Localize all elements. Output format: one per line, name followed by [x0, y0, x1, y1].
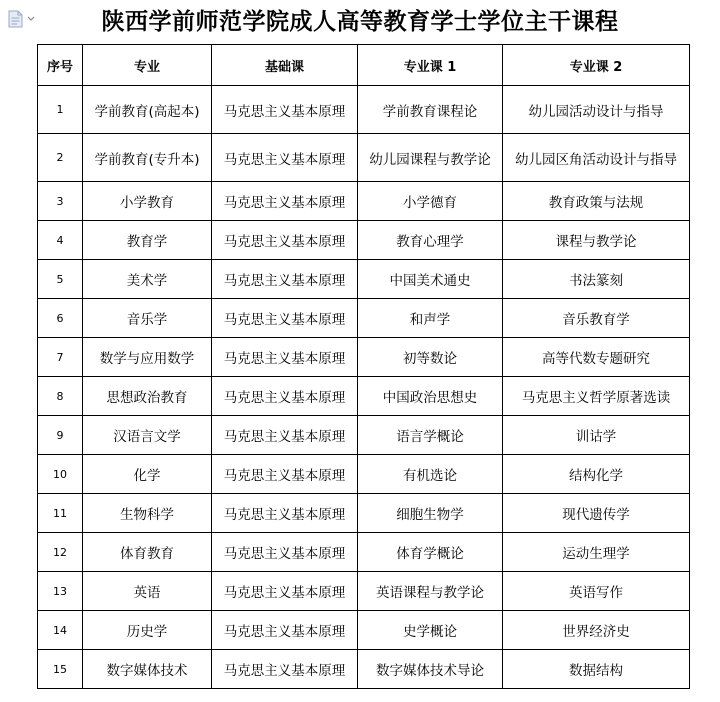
- cell-basic-course: 马克思主义基本原理: [212, 134, 358, 182]
- cell-basic-course: 马克思主义基本原理: [212, 377, 358, 416]
- table-header-row: [38, 45, 690, 86]
- table-row: [38, 572, 690, 611]
- table-row: [38, 650, 690, 689]
- cell-major-course-1: 学前教育课程论: [358, 86, 503, 134]
- cell-index: 13: [38, 572, 83, 611]
- cell-major-course-1: 数字媒体技术导论: [358, 650, 503, 689]
- cell-index: 8: [38, 377, 83, 416]
- cell-index: 6: [38, 299, 83, 338]
- cell-major-course-2: 训诂学: [503, 416, 690, 455]
- cell-major-course-2: 马克思主义哲学原著选读: [503, 377, 690, 416]
- cell-index: 7: [38, 338, 83, 377]
- cell-major: 思想政治教育: [83, 377, 212, 416]
- header-major-course-1: 专业课 1: [358, 45, 503, 86]
- cell-basic-course: 马克思主义基本原理: [212, 221, 358, 260]
- cell-index: 14: [38, 611, 83, 650]
- cell-major-course-1: 细胞生物学: [358, 494, 503, 533]
- cell-basic-course: 马克思主义基本原理: [212, 455, 358, 494]
- table-row: [38, 86, 690, 134]
- cell-major: 英语: [83, 572, 212, 611]
- cell-basic-course: 马克思主义基本原理: [212, 494, 358, 533]
- table-row: [38, 416, 690, 455]
- cell-major-course-2: 现代遗传学: [503, 494, 690, 533]
- cell-major: 美术学: [83, 260, 212, 299]
- cell-index: 15: [38, 650, 83, 689]
- cell-major-course-2: 数据结构: [503, 650, 690, 689]
- cell-major-course-2: 高等代数专题研究: [503, 338, 690, 377]
- cell-index: 1: [38, 86, 83, 134]
- header-major-course-2: 专业课 2: [503, 45, 690, 86]
- cell-major-course-1: 有机选论: [358, 455, 503, 494]
- cell-major-course-1: 中国政治思想史: [358, 377, 503, 416]
- cell-index: 4: [38, 221, 83, 260]
- table-row: [38, 260, 690, 299]
- cell-basic-course: 马克思主义基本原理: [212, 338, 358, 377]
- cell-major-course-2: 结构化学: [503, 455, 690, 494]
- cell-major: 音乐学: [83, 299, 212, 338]
- cell-major-course-1: 体育学概论: [358, 533, 503, 572]
- cell-index: 5: [38, 260, 83, 299]
- cell-major: 学前教育(高起本): [83, 86, 212, 134]
- cell-major-course-2: 英语写作: [503, 572, 690, 611]
- cell-major-course-1: 小学德育: [358, 182, 503, 221]
- cell-index: 3: [38, 182, 83, 221]
- cell-major-course-1: 中国美术通史: [358, 260, 503, 299]
- cell-major-course-1: 语言学概论: [358, 416, 503, 455]
- cell-major-course-2: 课程与教学论: [503, 221, 690, 260]
- cell-basic-course: 马克思主义基本原理: [212, 572, 358, 611]
- cell-basic-course: 马克思主义基本原理: [212, 182, 358, 221]
- cell-index: 9: [38, 416, 83, 455]
- cell-major: 学前教育(专升本): [83, 134, 212, 182]
- cell-index: 10: [38, 455, 83, 494]
- page-title: 陕西学前师范学院成人高等教育学士学位主干课程: [101, 9, 619, 35]
- cell-major-course-1: 教育心理学: [358, 221, 503, 260]
- header-basic-course: 基础课: [212, 45, 358, 86]
- cell-major: 汉语言文学: [83, 416, 212, 455]
- table-row: [38, 182, 690, 221]
- cell-basic-course: 马克思主义基本原理: [212, 299, 358, 338]
- table-row: [38, 338, 690, 377]
- cell-major-course-2: 音乐教育学: [503, 299, 690, 338]
- table-row: [38, 494, 690, 533]
- cell-major: 数学与应用数学: [83, 338, 212, 377]
- header-major: 专业: [83, 45, 212, 86]
- cell-major-course-1: 史学概论: [358, 611, 503, 650]
- cell-major: 化学: [83, 455, 212, 494]
- table-row: [38, 533, 690, 572]
- cell-major: 教育学: [83, 221, 212, 260]
- cell-major-course-2: 运动生理学: [503, 533, 690, 572]
- cell-major-course-2: 幼儿园活动设计与指导: [503, 86, 690, 134]
- table-row: [38, 134, 690, 182]
- cell-major: 历史学: [83, 611, 212, 650]
- cell-major-course-1: 英语课程与教学论: [358, 572, 503, 611]
- cell-basic-course: 马克思主义基本原理: [212, 260, 358, 299]
- cell-index: 2: [38, 134, 83, 182]
- cell-index: 11: [38, 494, 83, 533]
- cell-basic-course: 马克思主义基本原理: [212, 416, 358, 455]
- table-row: [38, 221, 690, 260]
- cell-basic-course: 马克思主义基本原理: [212, 86, 358, 134]
- course-table: [37, 44, 690, 689]
- table-row: [38, 455, 690, 494]
- cell-major: 生物科学: [83, 494, 212, 533]
- cell-index: 12: [38, 533, 83, 572]
- cell-major-course-2: 幼儿园区角活动设计与指导: [503, 134, 690, 182]
- cell-basic-course: 马克思主义基本原理: [212, 611, 358, 650]
- cell-basic-course: 马克思主义基本原理: [212, 533, 358, 572]
- cell-major-course-2: 书法篆刻: [503, 260, 690, 299]
- table-row: [38, 611, 690, 650]
- cell-major-course-1: 和声学: [358, 299, 503, 338]
- header-index: 序号: [38, 45, 83, 86]
- table-row: [38, 299, 690, 338]
- cell-basic-course: 马克思主义基本原理: [212, 650, 358, 689]
- cell-major-course-2: 教育政策与法规: [503, 182, 690, 221]
- cell-major-course-1: 初等数论: [358, 338, 503, 377]
- cell-major-course-2: 世界经济史: [503, 611, 690, 650]
- cell-major-course-1: 幼儿园课程与教学论: [358, 134, 503, 182]
- table-row: [38, 377, 690, 416]
- cell-major: 小学教育: [83, 182, 212, 221]
- cell-major: 数字媒体技术: [83, 650, 212, 689]
- cell-major: 体育教育: [83, 533, 212, 572]
